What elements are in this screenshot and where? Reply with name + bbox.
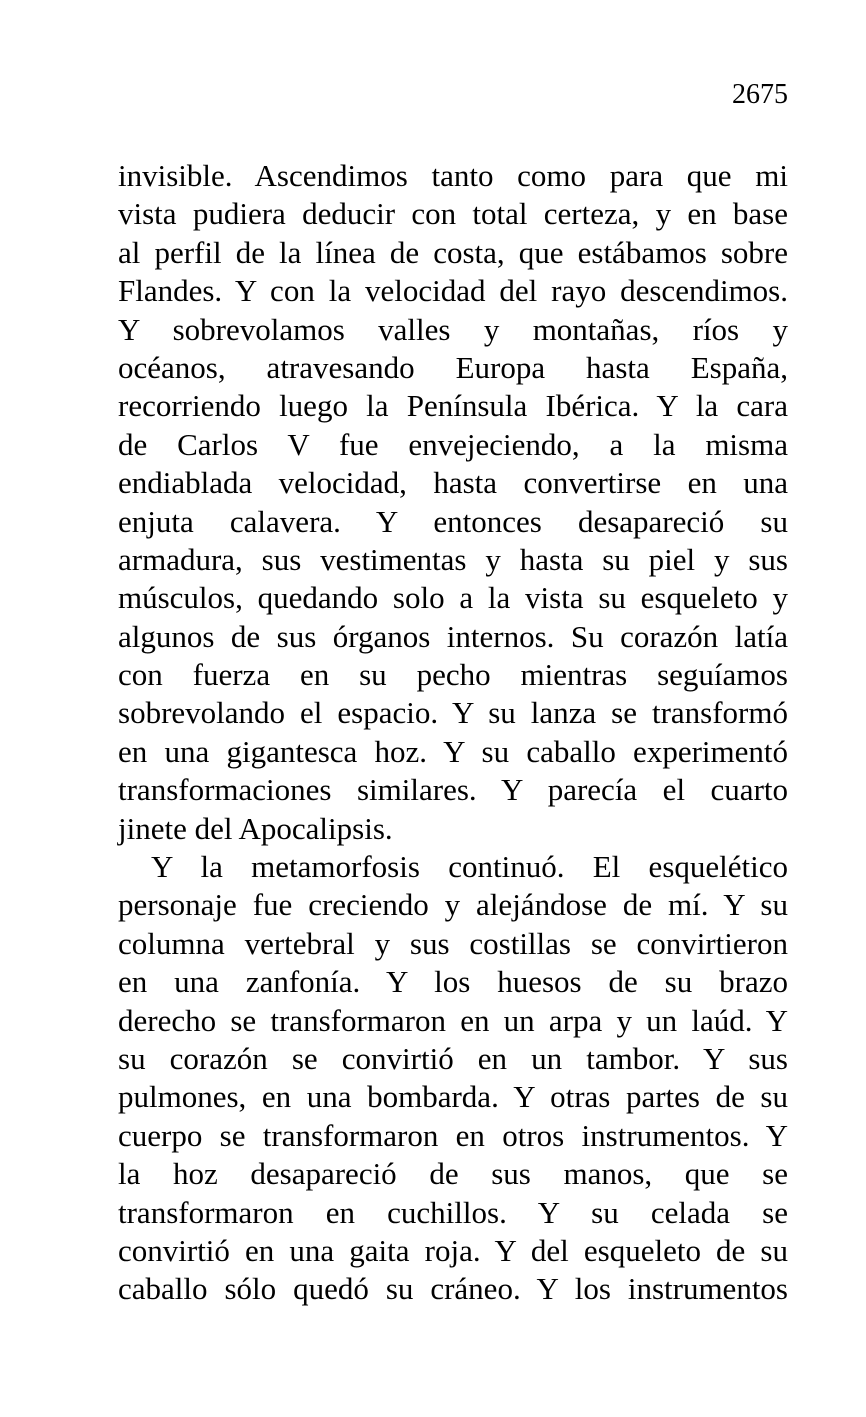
text-line: enjuta calavera. Y entonces desapareció su bbox=[118, 503, 788, 539]
text-line: transformaciones similares. Y parecía el cuarto bbox=[118, 772, 788, 808]
paragraph-1 bbox=[118, 157, 788, 848]
text-line: océanos, atravesando Europa hasta España, bbox=[118, 349, 788, 385]
text-line: personaje fue creciendo y alejándose de mí. Y su bbox=[118, 887, 788, 923]
text-line: convirtió en una gaita roja. Y del esqueleto de su bbox=[118, 1232, 788, 1268]
text-line: caballo sólo quedó su cráneo. Y los instrumentos bbox=[118, 1271, 788, 1307]
text-line: Y la metamorfosis continuó. El esquelético bbox=[151, 849, 788, 885]
text-line: en una gigantesca hoz. Y su caballo experimentó bbox=[118, 733, 788, 769]
body-text bbox=[118, 157, 788, 1309]
text-line: derecho se transformaron en un arpa y un laúd. Y bbox=[118, 1002, 788, 1038]
text-line: la hoz desapareció de sus manos, que se bbox=[118, 1156, 788, 1192]
text-line: músculos, quedando solo a la vista su esqueleto y bbox=[118, 580, 788, 616]
text-line: endiablada velocidad, hasta convertirse en una bbox=[118, 465, 788, 501]
text-line: cuerpo se transformaron en otros instrumentos. Y bbox=[118, 1117, 788, 1153]
text-line: de Carlos V fue envejeciendo, a la misma bbox=[118, 426, 788, 462]
text-line: Y sobrevolamos valles y montañas, ríos y bbox=[118, 311, 788, 347]
text-line: al perfil de la línea de costa, que estábamos sobre bbox=[118, 234, 788, 270]
text-line: columna vertebral y sus costillas se convirtieron bbox=[118, 925, 788, 961]
text-line: jinete del Apocalipsis. bbox=[118, 810, 393, 846]
text-line: con fuerza en su pecho mientras seguíamos bbox=[118, 657, 788, 693]
text-line: armadura, sus vestimentas y hasta su piel y sus bbox=[118, 541, 788, 577]
text-line: invisible. Ascendimos tanto como para que mi bbox=[118, 158, 788, 193]
text-line: vista pudiera deducir con total certeza, y en base bbox=[118, 196, 788, 232]
text-line: algunos de sus órganos internos. Su corazón latía bbox=[118, 618, 788, 654]
text-line: en una zanfonía. Y los huesos de su brazo bbox=[118, 964, 788, 1000]
text-line: su corazón se convirtió en un tambor. Y sus bbox=[118, 1040, 788, 1076]
text-line: transformaron en cuchillos. Y su celada se bbox=[118, 1194, 788, 1230]
text-line: sobrevolando el espacio. Y su lanza se transformó bbox=[118, 695, 788, 731]
text-line: recorriendo luego la Península Ibérica. Y la cara bbox=[118, 388, 788, 424]
text-line: Flandes. Y con la velocidad del rayo descendimos. bbox=[118, 273, 788, 309]
paragraph-2 bbox=[118, 848, 788, 1309]
page-number: 2675 bbox=[732, 79, 788, 110]
text-line: pulmones, en una bombarda. Y otras partes de su bbox=[118, 1079, 788, 1115]
